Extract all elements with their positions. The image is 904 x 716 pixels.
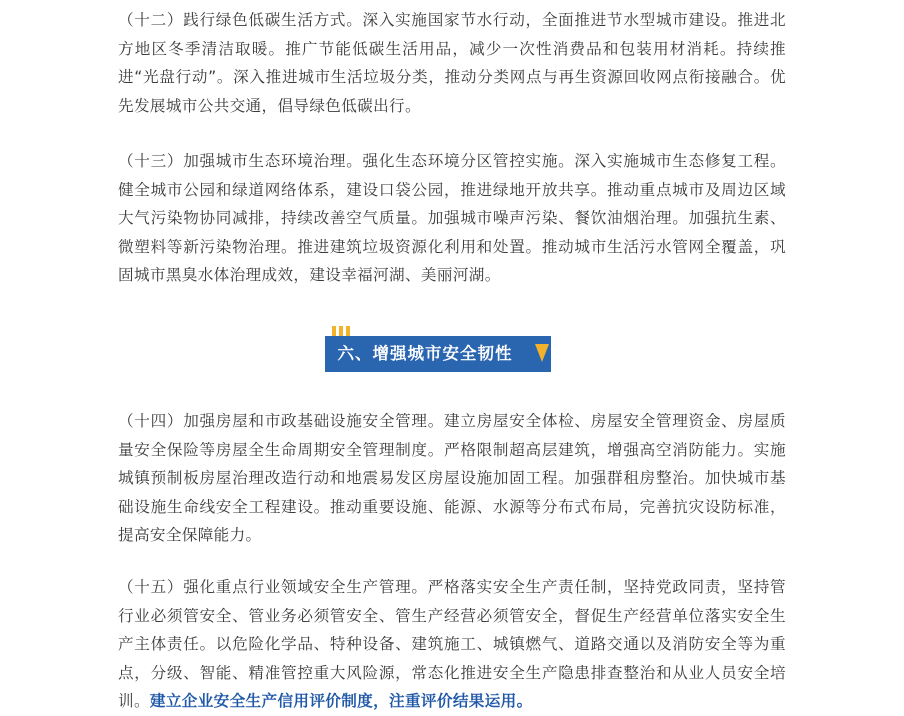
paragraph-15-highlight: 建立企业安全生产信用评价制度，注重评价结果运用。: [149, 692, 533, 710]
heading-banner: [325, 336, 551, 372]
paragraph-13: （十三）加强城市生态环境治理。强化生态环境分区管控实施。深入实施城市生态修复工程。健全城市公园和绿道网络体系，建设口袋公园，推进绿地开放共享。推动重点城市及周边区域大气污染物协同减排，持续改善空气质量。加强城市噪声污染、餐饮油烟治理。加强抗生素、微塑料等新污染物治理。推进建筑垃圾资源化利用和处置。推动城市生活污水管网全覆盖，巩固城市黑臭水体治理成效，建设幸福河湖、美丽河湖。: [118, 152, 786, 284]
section-title: 六、增强城市安全韧性: [337, 344, 513, 363]
heading-triangle-decoration: [535, 344, 549, 362]
section-heading-6: [325, 326, 551, 372]
paragraph-14: （十四）加强房屋和市政基础设施安全管理。建立房屋安全体检、房屋安全管理资金、房屋质量安全保险等房屋全生命周期安全管理制度。严格限制超高层建筑，增强高空消防能力。实施城镇预制板房屋治理改造行动和地震易发区房屋设施加固工程。加强群租房整治。加快城市基础设施生命线安全工程建设。推动重要设施、能源、水源等分布式布局，完善抗灾设防标准，提高安全保障能力。: [118, 412, 786, 544]
paragraph-15-text: （十五）强化重点行业领域安全生产管理。严格落实安全生产责任制，坚持党政同责，坚持管行业必须管安全、管业务必须管安全、管生产经营必须管安全，督促生产经营单位落实安全生产主体责任。以危险化学品、特种设备、建筑施工、城镇燃气、道路交通以及消防安全等为重点，分级、智能、精准管控重大风险源，常态化推进安全生产隐患排查整治和从业人员安全培训。: [118, 578, 786, 710]
paragraph-15: [118, 573, 786, 716]
paragraph-12: （十二）践行绿色低碳生活方式。深入实施国家节水行动，全面推进节水型城市建设。推进北方地区冬季清洁取暖。推广节能低碳生活用品，减少一次性消费品和包装用材消耗。持续推进“光盘行动”。深入推进城市生活垃圾分类，推动分类网点与再生资源回收网点衔接融合。优先发展城市公共交通，倡导绿色低碳出行。: [118, 11, 786, 115]
